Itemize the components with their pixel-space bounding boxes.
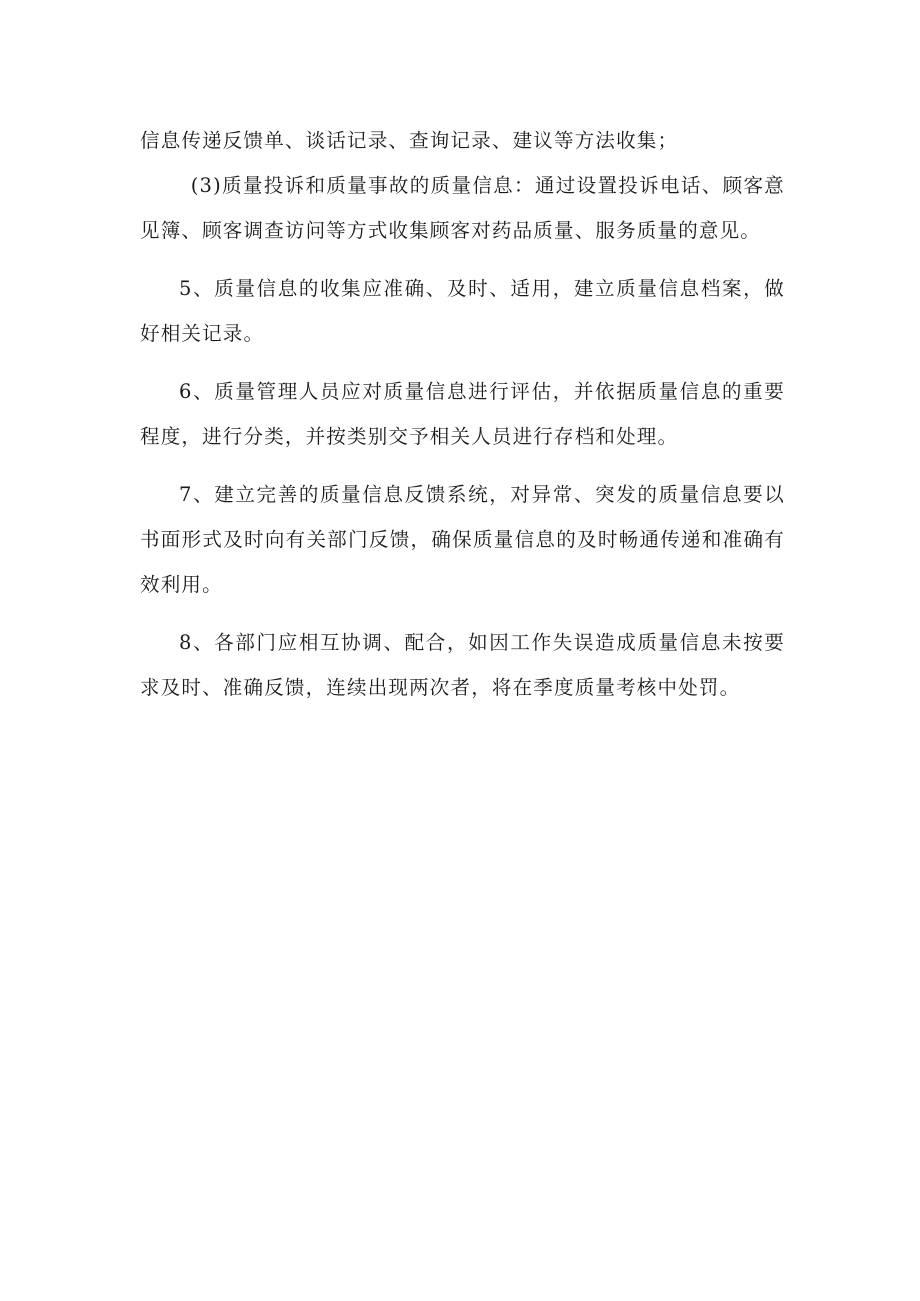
paragraph-item-3: (3)质量投诉和质量事故的质量信息：通过设置投诉电话、顾客意见簿、顾客调查访问等方式收集顾客对药品质量、服务质量的意见。 — [140, 174, 785, 242]
paragraph-item-8: 8、各部门应相互协调、配合，如因工作失误造成质量信息未按要求及时、准确反馈，连续出现两次者，将在季度质量考核中处罚。 — [140, 631, 785, 699]
paragraph-item-5: 5、质量信息的收集应准确、及时、适用，建立质量信息档案，做好相关记录。 — [140, 277, 785, 345]
document-body — [140, 118, 785, 723]
paragraph-continuation: 信息传递反馈单、谈话记录、查询记录、建议等方法收集； — [140, 129, 679, 152]
paragraph-item-7: 7、建立完善的质量信息反馈系统，对异常、突发的质量信息要以书面形式及时向有关部门反馈，确保质量信息的及时畅通传递和准确有效利用。 — [140, 483, 785, 596]
paragraph-item-6: 6、质量管理人员应对质量信息进行评估，并依据质量信息的重要程度，进行分类，并按类别交予相关人员进行存档和处理。 — [140, 380, 785, 448]
